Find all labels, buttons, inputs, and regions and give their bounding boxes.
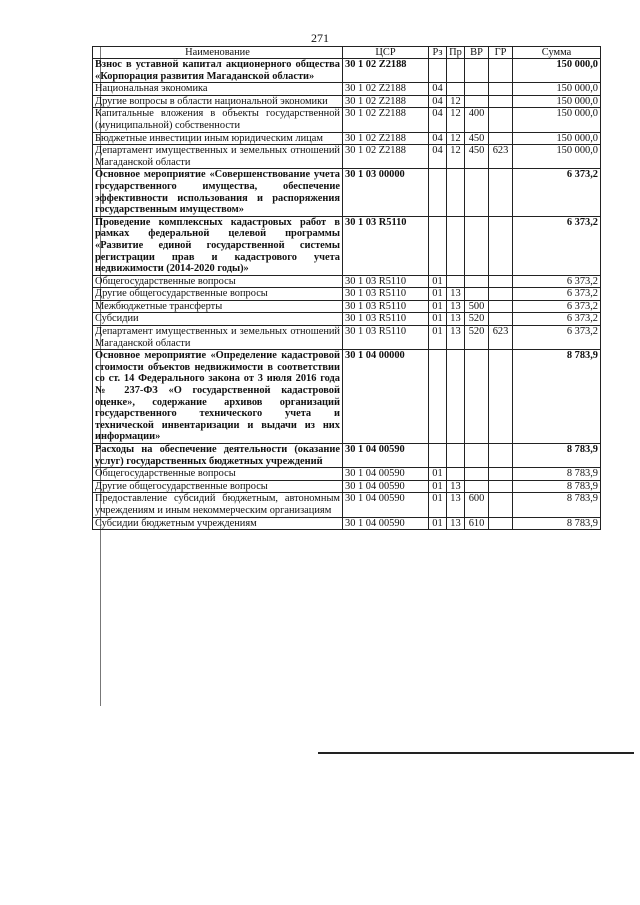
cell-name: Другие общегосударственные вопросы [93,480,343,493]
cell-csr: 30 1 02 Z2188 [343,95,429,108]
cell-pr: 13 [447,480,465,493]
table-row [93,275,601,288]
cell-name: Основное мероприятие «Определение кадастровой стоимости объектов недвижимости в соответствии со ст. 14 Федерального закона от 3 июля 2016 года № 237-ФЗ «О государственной кадастровой оценке», содержание архивов организаций государственного технического учета и технической инвентаризации и выдачи из них информации» [93,350,343,444]
cell-sum: 150 000,0 [513,145,601,169]
cell-sum: 150 000,0 [513,132,601,145]
cell-sum: 6 373,2 [513,169,601,216]
cell-name: Капитальные вложения в объекты государственной (муниципальной) собственности [93,108,343,132]
cell-pr [447,169,465,216]
table-header-row [93,47,601,59]
cell-sum: 8 783,9 [513,480,601,493]
table-row [93,169,601,216]
cell-pr: 13 [447,517,465,530]
cell-sum: 8 783,9 [513,444,601,468]
cell-pr [447,59,465,83]
cell-sum: 6 373,2 [513,275,601,288]
cell-vr: 520 [465,313,489,326]
cell-gr [489,300,513,313]
cell-rz: 01 [429,275,447,288]
table-row [93,517,601,530]
cell-rz: 01 [429,313,447,326]
cell-pr [447,83,465,96]
cell-name: Департамент имущественных и земельных отношений Магаданской области [93,326,343,350]
cell-name: Общегосударственные вопросы [93,275,343,288]
cell-name: Субсидии [93,313,343,326]
cell-gr [489,517,513,530]
cell-csr: 30 1 02 Z2188 [343,83,429,96]
cell-rz: 01 [429,480,447,493]
cell-sum: 8 783,9 [513,517,601,530]
cell-gr [489,275,513,288]
budget-table [92,46,601,530]
cell-gr [489,83,513,96]
cell-rz [429,216,447,275]
cell-rz: 04 [429,145,447,169]
cell-name: Национальная экономика [93,83,343,96]
cell-pr: 13 [447,326,465,350]
cell-rz: 04 [429,108,447,132]
table-body [93,59,601,530]
cell-sum: 6 373,2 [513,326,601,350]
cell-gr [489,313,513,326]
table-row [93,108,601,132]
table-row [93,326,601,350]
cell-pr: 12 [447,132,465,145]
cell-sum: 6 373,2 [513,300,601,313]
cell-gr [489,350,513,444]
cell-gr: 623 [489,145,513,169]
cell-csr: 30 1 04 00590 [343,444,429,468]
cell-name: Расходы на обеспечение деятельности (оказание услуг) государственных бюджетных учреждений [93,444,343,468]
cell-rz: 04 [429,132,447,145]
cell-vr [465,83,489,96]
cell-rz: 01 [429,288,447,301]
cell-gr: 623 [489,326,513,350]
cell-sum: 8 783,9 [513,350,601,444]
cell-vr [465,468,489,481]
table-row [93,145,601,169]
cell-csr: 30 1 04 00590 [343,493,429,517]
cell-name: Предоставление субсидий бюджетным, автономным учреждениям и иным некоммерческим организациям [93,493,343,517]
cell-rz [429,350,447,444]
cell-vr [465,95,489,108]
table-row [93,288,601,301]
cell-csr: 30 1 02 Z2188 [343,108,429,132]
cell-vr [465,59,489,83]
cell-gr [489,59,513,83]
cell-sum: 150 000,0 [513,83,601,96]
cell-rz: 01 [429,326,447,350]
header-sum: Сумма [513,47,601,59]
cell-sum: 8 783,9 [513,493,601,517]
table-row [93,216,601,275]
cell-vr [465,480,489,493]
cell-vr [465,169,489,216]
cell-pr [447,216,465,275]
header-name: Наименование [93,47,343,59]
cell-gr [489,108,513,132]
table-row [93,95,601,108]
cell-rz: 01 [429,517,447,530]
cell-csr: 30 1 03 R5110 [343,275,429,288]
cell-pr: 13 [447,313,465,326]
header-pr: Пр [447,47,465,59]
cell-csr: 30 1 04 00590 [343,517,429,530]
cell-sum: 150 000,0 [513,59,601,83]
cell-rz [429,59,447,83]
cell-rz: 01 [429,468,447,481]
cell-pr [447,275,465,288]
table-row [93,493,601,517]
cell-pr: 12 [447,145,465,169]
table-row [93,132,601,145]
cell-name: Межбюджетные трансферты [93,300,343,313]
cell-rz [429,444,447,468]
header-vr: ВР [465,47,489,59]
cell-name: Взнос в уставной капитал акционерного общества «Корпорация развития Магаданской области» [93,59,343,83]
cell-csr: 30 1 04 00590 [343,480,429,493]
table-row [93,444,601,468]
cell-csr: 30 1 03 R5110 [343,326,429,350]
table-row [93,83,601,96]
cell-sum: 8 783,9 [513,468,601,481]
header-rz: Рз [429,47,447,59]
cell-vr: 520 [465,326,489,350]
header-csr: ЦСР [343,47,429,59]
cell-vr [465,216,489,275]
cell-gr [489,493,513,517]
header-gr: ГР [489,47,513,59]
cell-vr: 400 [465,108,489,132]
cell-vr [465,444,489,468]
cell-gr [489,480,513,493]
cell-gr [489,468,513,481]
cell-sum: 6 373,2 [513,288,601,301]
cell-pr [447,444,465,468]
cell-pr: 13 [447,300,465,313]
cell-vr [465,288,489,301]
cell-csr: 30 1 03 R5110 [343,288,429,301]
cell-vr: 600 [465,493,489,517]
cell-sum: 6 373,2 [513,313,601,326]
cell-sum: 150 000,0 [513,108,601,132]
cell-name: Основное мероприятие «Совершенствование учета государственного имущества, обеспечение эффективности использования и распоряжения государственным имуществом» [93,169,343,216]
cell-pr: 12 [447,108,465,132]
cell-csr: 30 1 03 R5110 [343,216,429,275]
cell-rz: 01 [429,493,447,517]
cell-name: Проведение комплексных кадастровых работ в рамках федеральной целевой программы «Развитие единой государственной системы регистрации прав и кадастрового учета недвижимости (2014-2020 годы)» [93,216,343,275]
cell-vr [465,275,489,288]
cell-gr [489,444,513,468]
cell-vr: 450 [465,145,489,169]
cell-csr: 30 1 03 00000 [343,169,429,216]
cell-name: Общегосударственные вопросы [93,468,343,481]
cell-pr [447,350,465,444]
cell-name: Субсидии бюджетным учреждениям [93,517,343,530]
cell-gr [489,169,513,216]
table-row [93,350,601,444]
cell-gr [489,95,513,108]
table-row [93,468,601,481]
table-row [93,300,601,313]
page-number: 271 [311,31,329,45]
cell-rz: 01 [429,300,447,313]
cell-gr [489,288,513,301]
cell-gr [489,132,513,145]
cell-sum: 150 000,0 [513,95,601,108]
table-row [93,480,601,493]
cell-csr: 30 1 02 Z2188 [343,145,429,169]
cell-csr: 30 1 04 00590 [343,468,429,481]
cell-vr: 450 [465,132,489,145]
cell-vr: 500 [465,300,489,313]
cell-csr: 30 1 03 R5110 [343,300,429,313]
page-footer-rule [318,752,634,754]
cell-pr [447,468,465,481]
table-row [93,59,601,83]
cell-rz [429,169,447,216]
cell-csr: 30 1 03 R5110 [343,313,429,326]
cell-pr: 12 [447,95,465,108]
cell-csr: 30 1 02 Z2188 [343,59,429,83]
cell-vr: 610 [465,517,489,530]
cell-csr: 30 1 04 00000 [343,350,429,444]
cell-rz: 04 [429,83,447,96]
cell-vr [465,350,489,444]
cell-gr [489,216,513,275]
cell-name: Департамент имущественных и земельных отношений Магаданской области [93,145,343,169]
table-row [93,313,601,326]
cell-csr: 30 1 02 Z2188 [343,132,429,145]
cell-rz: 04 [429,95,447,108]
cell-pr: 13 [447,288,465,301]
cell-name: Бюджетные инвестиции иным юридическим лицам [93,132,343,145]
cell-name: Другие вопросы в области национальной экономики [93,95,343,108]
cell-pr: 13 [447,493,465,517]
cell-sum: 6 373,2 [513,216,601,275]
cell-name: Другие общегосударственные вопросы [93,288,343,301]
